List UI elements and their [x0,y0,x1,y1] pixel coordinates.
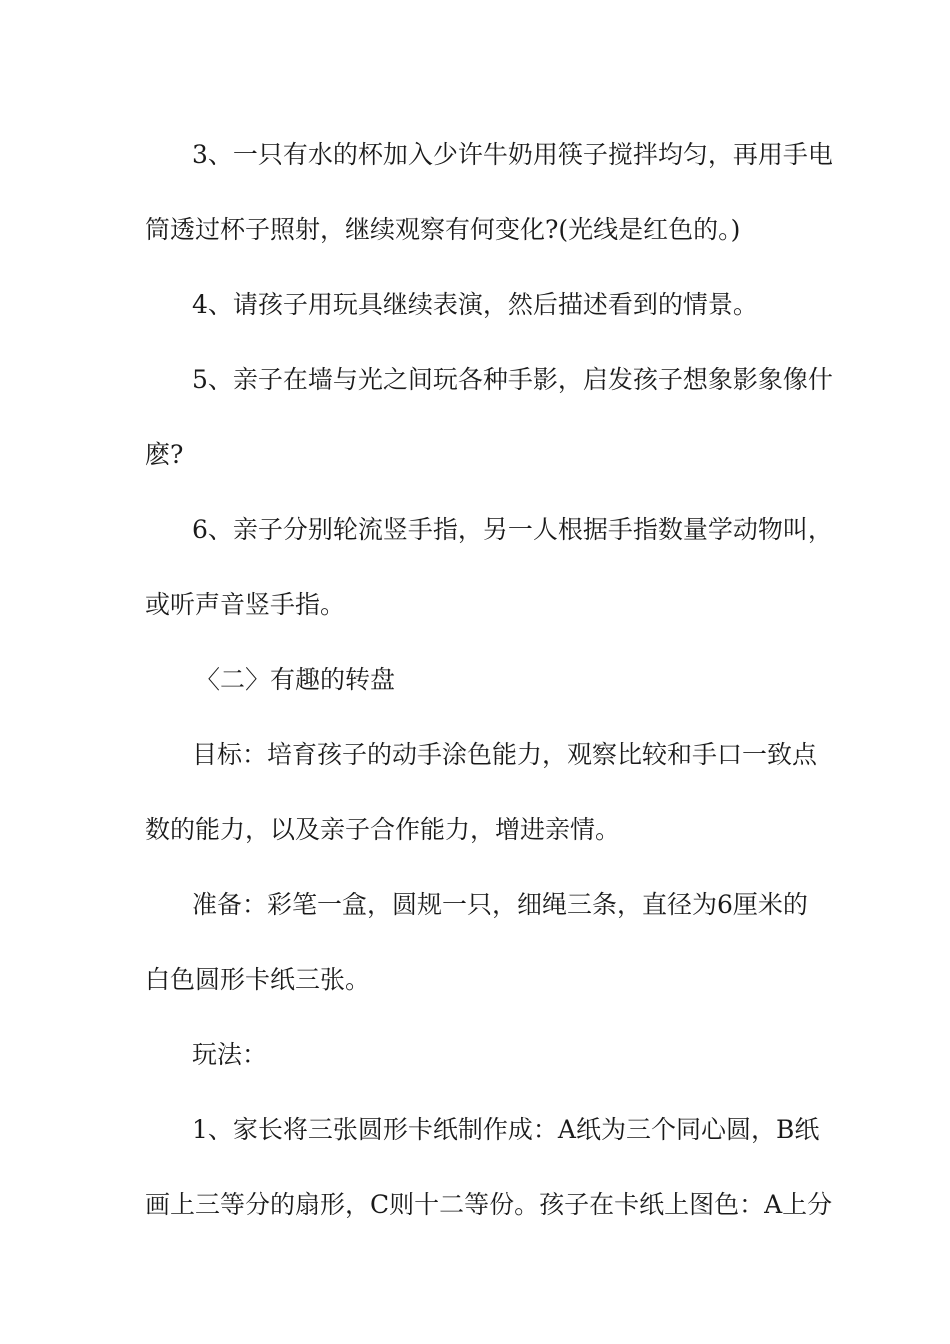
paragraph-5-line-2: 麽? [145,440,184,469]
preparation-line-1: 准备：彩笔一盒，圆规一只，细绳三条，直径为6厘米的 [192,890,808,919]
method-heading: 玩法： [192,1040,268,1069]
method-step-1-line-1: 1、家长将三张圆形卡纸制作成：A纸为三个同心圆，B纸 [192,1115,820,1144]
preparation-line-2: 白色圆形卡纸三张。 [145,965,371,994]
paragraph-6-line-1: 6、亲子分别轮流竖手指，另一人根据手指数量学动物叫， [192,515,833,544]
goal-line-1: 目标：培育孩子的动手涂色能力，观察比较和手口一致点 [192,740,818,769]
method-step-1-line-2: 画上三等分的扇形，C则十二等份。孩子在卡纸上图色：A上分 [145,1190,833,1219]
paragraph-3-line-2: 筒透过杯子照射，继续观察有何变化?(光线是红色的。) [145,215,741,244]
section-heading: 〈二〉有趣的转盘 [195,665,396,694]
document-body [145,130,833,1230]
goal-line-2: 数的能力，以及亲子合作能力，增进亲情。 [145,815,621,844]
paragraph-3-line-1: 3、一只有水的杯加入少许牛奶用筷子搅拌均匀，再用手电 [192,140,833,169]
paragraph-5-line-1: 5、亲子在墙与光之间玩各种手影，启发孩子想象影象像什 [192,365,833,394]
paragraph-4-line-1: 4、请孩子用玩具继续表演，然后描述看到的情景。 [192,290,758,319]
paragraph-6-line-2: 或听声音竖手指。 [145,590,346,619]
